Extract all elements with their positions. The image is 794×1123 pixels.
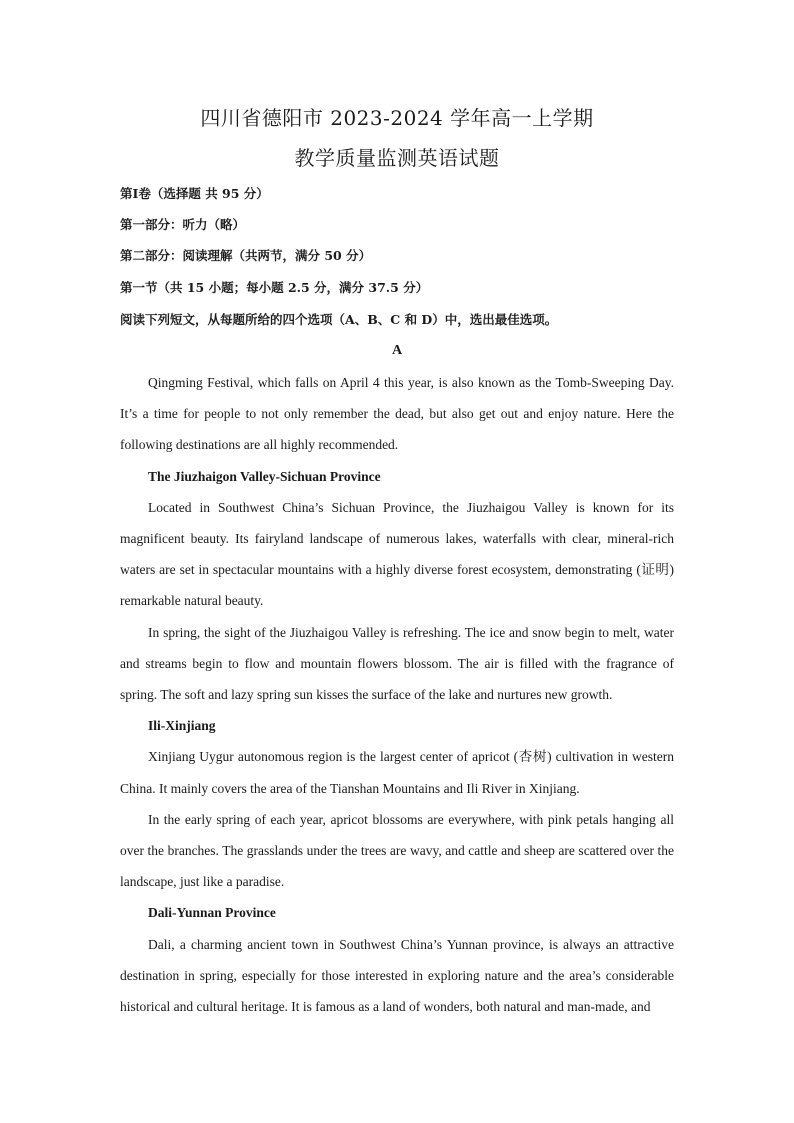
- passage-heading-dali: Dali-Yunnan Province: [148, 905, 276, 921]
- volume-header: 第Ⅰ卷（选择题 共 95 分）: [120, 186, 269, 201]
- passage-heading-jiuzhaigou: The Jiuzhaigon Valley-Sichuan Province: [148, 468, 381, 484]
- passage-paragraph: Xinjiang Uygur autonomous region is the largest center of apricot (杏树) cultivation in western China. It mainly covers the area of the Tianshan Mountains and Ili River in Xinjiang.: [120, 749, 674, 796]
- passage-body: [120, 367, 674, 1022]
- exam-subtitle: 教学质量监测英语试题: [294, 146, 500, 170]
- reading-header: 第二部分：阅读理解（共两节，满分 50 分）: [120, 248, 372, 263]
- passage-paragraph: Located in Southwest China’s Sichuan Province, the Jiuzhaigou Valley is known for its magnificent beauty. Its fairyland landscape of numerous lakes, waterfalls with clear, mineral-rich waters are set in spectacular mountains with a highly diverse forest ecosystem, demonstrating (证明) remarkable natural beauty.: [120, 499, 674, 609]
- passage-paragraph: In spring, the sight of the Jiuzhaigou Valley is refreshing. The ice and snow begin to melt, water and streams begin to flow and mountain flowers blossom. The air is filled with the fragrance of spring. The soft and lazy spring sun kisses the surface of the lake and nurtures new growth.: [120, 624, 674, 703]
- exam-title: 四川省德阳市 2023-2024 学年高一上学期: [200, 106, 594, 130]
- passage-paragraph: In the early spring of each year, apricot blossoms are everywhere, with pink petals hanging all over the branches. The grasslands under the trees are wavy, and cattle and sheep are scattered over the landscape, just like a paradise.: [120, 811, 674, 890]
- passage-intro: Qingming Festival, which falls on April 4 this year, is also known as the Tomb-Sweeping Day. It’s a time for people to not only remember the dead, but also get out and enjoy nature. Here the following destinations are all highly recommended.: [120, 375, 674, 453]
- passage-label: A: [391, 343, 403, 358]
- section-header: 第一节（共 15 小题；每小题 2.5 分，满分 37.5 分）: [120, 280, 429, 295]
- passage-heading-ili: Ili-Xinjiang: [148, 718, 216, 734]
- passage-paragraph: Dali, a charming ancient town in Southwest China’s Yunnan province, is always an attractive destination in spring, especially for those interested in exploring nature and the area’s considerable historical and cultural heritage. It is famous as a land of wonders, both natural and man-made, and: [120, 936, 674, 1015]
- instruction-text: 阅读下列短文，从每题所给的四个选项（A、B、C 和 D）中，选出最佳选项。: [120, 312, 558, 327]
- listening-header: 第一部分：听力（略）: [120, 217, 246, 232]
